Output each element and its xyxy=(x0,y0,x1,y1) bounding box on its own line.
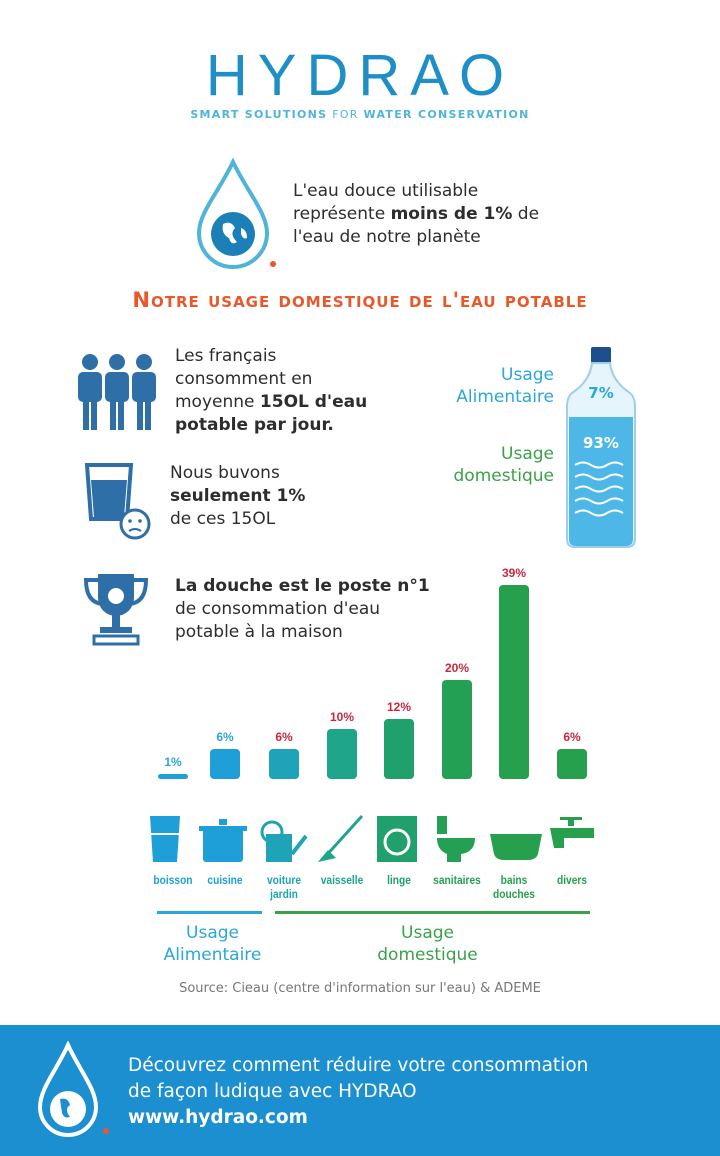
intro-line: l'eau de notre planète xyxy=(293,227,481,247)
text-bold: moins de 1% xyxy=(390,204,513,224)
water-drop-earth-icon xyxy=(193,158,278,270)
hydrao-logo: HYDRAO xyxy=(205,43,515,108)
bar-value-label: 6% xyxy=(216,730,234,745)
intro-line xyxy=(293,203,539,226)
fact-shower xyxy=(175,575,430,644)
text: Usage xyxy=(501,365,554,385)
bar-value-label: 6% xyxy=(275,730,293,745)
text: Les français xyxy=(175,346,277,366)
text xyxy=(175,391,367,414)
text: Usage xyxy=(501,444,554,464)
bar-boisson xyxy=(158,774,188,779)
category-icon-vaisselle xyxy=(316,814,372,866)
category-label: linge xyxy=(387,873,411,887)
tagline-part: WATER CONSERVATION xyxy=(363,108,530,121)
text: moyenne xyxy=(175,392,260,412)
text: consomment en xyxy=(175,369,313,389)
text: domestique xyxy=(453,466,554,486)
bar-value-label: 12% xyxy=(386,700,412,715)
people-icon xyxy=(76,352,158,432)
section-heading: Notre usage domestique de l'eau potable xyxy=(132,288,588,312)
intro-text xyxy=(293,180,539,249)
tagline-part: SMART SOLUTIONS xyxy=(190,108,328,121)
text: Usage xyxy=(401,923,454,943)
category-label: voiture jardin xyxy=(266,873,301,901)
category-label: boisson xyxy=(153,873,193,887)
group-label-domestique xyxy=(355,922,500,966)
bar-vaisselle xyxy=(327,729,357,779)
footer-text xyxy=(128,1053,588,1131)
category-label: cuisine xyxy=(207,873,243,887)
intro-line: L'eau douce utilisable xyxy=(293,181,479,201)
bar-sanitaires xyxy=(442,680,472,779)
category-icon-boisson xyxy=(147,814,203,866)
text-bold: 15OL d'eau xyxy=(259,392,368,412)
website-link[interactable]: www.hydrao.com xyxy=(128,1107,308,1128)
category-icon-linge xyxy=(373,814,429,866)
text: potable à la maison xyxy=(175,622,343,642)
text: Découvrez comment réduire votre consommation xyxy=(128,1055,589,1076)
text: domestique xyxy=(377,945,478,965)
text: Alimentaire xyxy=(163,945,262,965)
alimentaire-underline xyxy=(157,911,262,914)
text: Alimentaire xyxy=(456,387,554,407)
bar-cuisine xyxy=(210,749,240,779)
bar-value-label: 39% xyxy=(501,566,527,580)
bar-voiture-jardin xyxy=(269,749,299,779)
footer-banner xyxy=(0,1025,720,1156)
text: de façon ludique avec HYDRAO xyxy=(128,1081,417,1102)
source-note: Source: Cieau (centre d'information sur l'eau) & ADEME xyxy=(179,981,541,996)
text: de xyxy=(512,204,540,224)
text: représente xyxy=(293,204,391,224)
bottle-alimentaire-label xyxy=(420,364,554,408)
category-icon-bains-douches xyxy=(488,814,544,866)
tagline-part: FOR xyxy=(327,108,364,121)
text: de consommation d'eau xyxy=(175,599,381,619)
category-label: bains douches xyxy=(493,873,535,901)
trophy-icon xyxy=(80,570,152,648)
water-drop-globe-icon xyxy=(36,1041,116,1143)
bar-value-label: 1% xyxy=(164,755,182,769)
text: Nous buvons xyxy=(170,463,280,483)
bar-divers xyxy=(557,749,587,779)
category-label: sanitaires xyxy=(433,873,481,887)
group-label-alimentaire xyxy=(140,922,285,966)
fact-drinking xyxy=(170,462,305,531)
category-icon-divers xyxy=(546,814,602,866)
domestique-underline xyxy=(275,911,590,914)
category-icon-cuisine xyxy=(199,814,255,866)
bottle-domestique-label xyxy=(420,443,554,487)
text-bold: seulement 1% xyxy=(170,486,306,506)
bar-bains-douches xyxy=(499,585,529,779)
logo-tagline xyxy=(0,108,720,121)
bottle-alimentaire-pct: 7% xyxy=(588,384,614,402)
bar-linge xyxy=(384,719,414,779)
bottle-domestique-pct: 93% xyxy=(583,434,619,452)
bar-value-label: 6% xyxy=(563,730,581,745)
category-label: vaisselle xyxy=(320,873,364,887)
glass-sad-face-icon xyxy=(84,462,154,542)
bar-value-label: 10% xyxy=(329,710,355,725)
category-label: divers xyxy=(556,873,588,887)
text-bold: potable par jour. xyxy=(175,415,334,435)
category-icon-voiture-jardin xyxy=(258,814,314,866)
text: de ces 15OL xyxy=(170,509,276,529)
bar-value-label: 20% xyxy=(444,660,470,675)
text: Usage xyxy=(186,923,239,943)
category-icon-sanitaires xyxy=(431,814,487,866)
text-bold: La douche est le poste n°1 xyxy=(175,576,430,596)
fact-consumption xyxy=(175,345,367,437)
